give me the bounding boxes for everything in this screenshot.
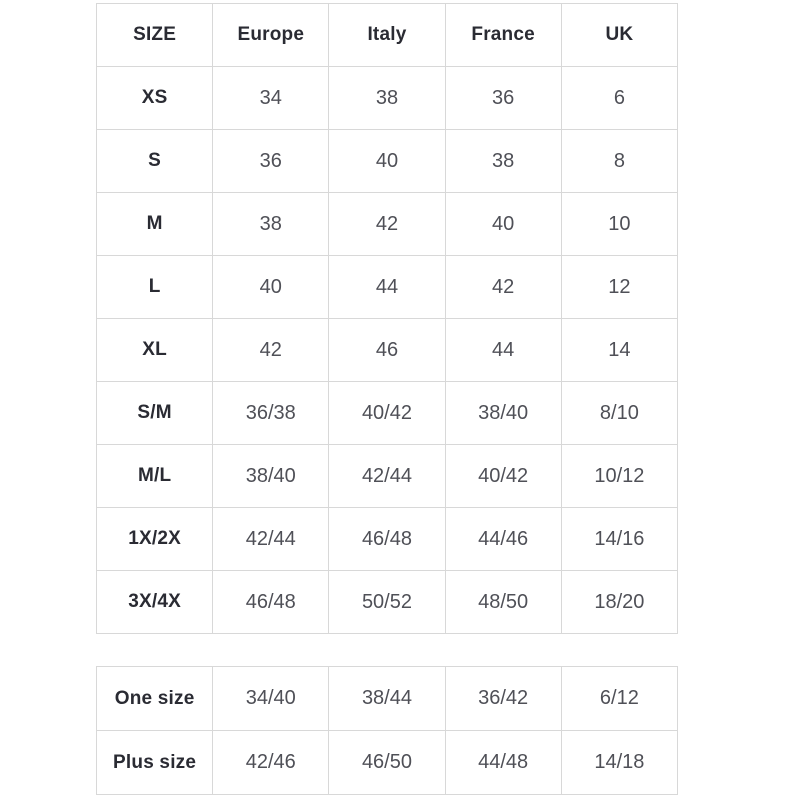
table-row — [97, 508, 678, 571]
size-value-cell: 8/10 — [561, 382, 677, 445]
size-value-cell: 34 — [213, 67, 329, 130]
size-value-cell: 42/46 — [213, 731, 329, 795]
size-value-cell: 38/40 — [213, 445, 329, 508]
size-value-cell: 36 — [213, 130, 329, 193]
size-value-cell: 6/12 — [561, 667, 677, 731]
table-row — [97, 130, 678, 193]
table-row — [97, 193, 678, 256]
size-value-cell: 44/48 — [445, 731, 561, 795]
size-value-cell: 44 — [329, 256, 445, 319]
table-row — [97, 731, 678, 795]
size-table-header — [97, 4, 678, 67]
size-value-cell: 12 — [561, 256, 677, 319]
size-value-cell: 34/40 — [213, 667, 329, 731]
size-value-cell: 10 — [561, 193, 677, 256]
row-label: One size — [97, 667, 213, 731]
size-value-cell: 38 — [213, 193, 329, 256]
column-header: Europe — [213, 4, 329, 67]
size-value-cell: 46/50 — [329, 731, 445, 795]
size-value-cell: 14/18 — [561, 731, 677, 795]
size-value-cell: 40 — [445, 193, 561, 256]
size-value-cell: 36/42 — [445, 667, 561, 731]
size-value-cell: 18/20 — [561, 571, 677, 634]
size-value-cell: 36 — [445, 67, 561, 130]
size-value-cell: 50/52 — [329, 571, 445, 634]
size-value-cell: 38 — [445, 130, 561, 193]
table-row — [97, 382, 678, 445]
size-value-cell: 38 — [329, 67, 445, 130]
size-value-cell: 44 — [445, 319, 561, 382]
size-value-cell: 42/44 — [213, 508, 329, 571]
column-header: UK — [561, 4, 677, 67]
size-table-body — [97, 67, 678, 634]
row-label: S/M — [97, 382, 213, 445]
special-sizes-body — [97, 667, 678, 795]
row-label: XS — [97, 67, 213, 130]
size-value-cell: 10/12 — [561, 445, 677, 508]
row-label: L — [97, 256, 213, 319]
table-row — [97, 319, 678, 382]
table-row — [97, 67, 678, 130]
size-value-cell: 42 — [445, 256, 561, 319]
column-header: SIZE — [97, 4, 213, 67]
table-row — [97, 667, 678, 731]
row-label: S — [97, 130, 213, 193]
column-header: France — [445, 4, 561, 67]
row-label: 1X/2X — [97, 508, 213, 571]
size-value-cell: 40/42 — [445, 445, 561, 508]
size-value-cell: 8 — [561, 130, 677, 193]
size-value-cell: 38/44 — [329, 667, 445, 731]
table-row — [97, 445, 678, 508]
size-value-cell: 36/38 — [213, 382, 329, 445]
size-value-cell: 38/40 — [445, 382, 561, 445]
size-value-cell: 42 — [213, 319, 329, 382]
size-value-cell: 42/44 — [329, 445, 445, 508]
size-value-cell: 6 — [561, 67, 677, 130]
row-label: 3X/4X — [97, 571, 213, 634]
size-value-cell: 48/50 — [445, 571, 561, 634]
size-value-cell: 44/46 — [445, 508, 561, 571]
size-value-cell: 40 — [329, 130, 445, 193]
row-label: Plus size — [97, 731, 213, 795]
size-conversion-table — [96, 3, 678, 634]
special-sizes-table — [96, 666, 678, 795]
size-value-cell: 42 — [329, 193, 445, 256]
row-label: XL — [97, 319, 213, 382]
size-value-cell: 14 — [561, 319, 677, 382]
header-row — [97, 4, 678, 67]
size-value-cell: 14/16 — [561, 508, 677, 571]
row-label: M — [97, 193, 213, 256]
size-value-cell: 40 — [213, 256, 329, 319]
column-header: Italy — [329, 4, 445, 67]
size-value-cell: 46 — [329, 319, 445, 382]
size-value-cell: 46/48 — [213, 571, 329, 634]
size-value-cell: 46/48 — [329, 508, 445, 571]
table-row — [97, 571, 678, 634]
table-row — [97, 256, 678, 319]
row-label: M/L — [97, 445, 213, 508]
size-value-cell: 40/42 — [329, 382, 445, 445]
